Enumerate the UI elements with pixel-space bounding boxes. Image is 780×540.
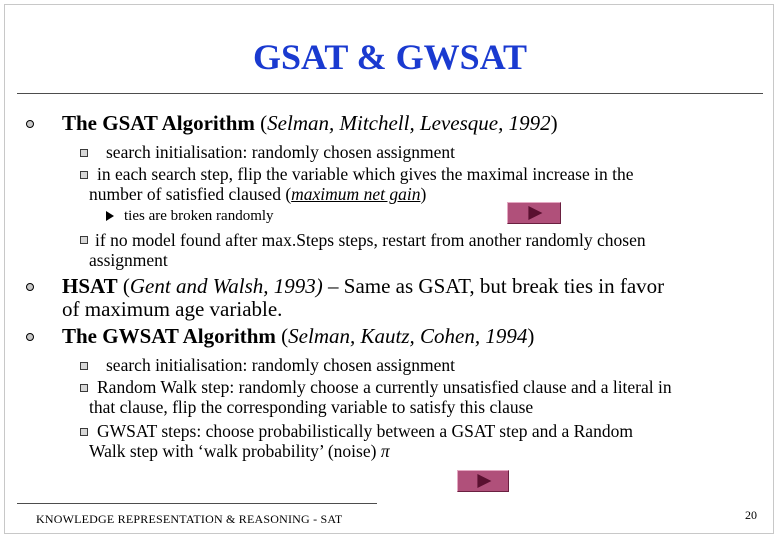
- next-slide-button-1[interactable]: [507, 202, 561, 224]
- hsat-line-2: of maximum age variable.: [62, 297, 283, 321]
- footer-text: KNOWLEDGE REPRESENTATION & REASONING - SAT: [36, 512, 343, 526]
- footer-divider: [17, 503, 377, 504]
- gwsat-item-3-line-1: GWSAT steps: choose probabilistically between a GSAT step and a Random: [97, 421, 633, 441]
- gsat-paren-open: (: [254, 111, 268, 135]
- next-slide-button-2[interactable]: [457, 470, 509, 492]
- gwsat-item-3-line-2: [89, 442, 390, 460]
- gwsat-paren-open: (: [275, 324, 289, 348]
- square-bullet-icon: [80, 149, 88, 157]
- hsat-bold: HSAT: [62, 274, 118, 298]
- gsat-item-2-emphasis: maximum net gain: [291, 184, 421, 204]
- gsat-heading: [62, 112, 558, 134]
- hsat-citation: Gent and Walsh, 1993): [129, 274, 323, 298]
- hsat-line-1: [62, 275, 664, 297]
- gwsat-paren-close: ): [527, 324, 535, 348]
- gwsat-item-1: search initialisation: randomly chosen assignment: [106, 355, 455, 375]
- play-arrow-icon: [528, 206, 542, 220]
- hsat-rest: – Same as GSAT, but break ties in favor: [322, 274, 665, 298]
- arrow-bullet-icon: [106, 211, 114, 221]
- disc-bullet-icon: [26, 283, 34, 291]
- gsat-item-3-line-2: assignment: [89, 250, 168, 270]
- gsat-paren-close: ): [550, 111, 558, 135]
- gsat-item-1: search initialisation: randomly chosen assignment: [106, 142, 455, 162]
- title-divider: [17, 93, 763, 94]
- gwsat-item-2-line-2: that clause, flip the corresponding variable to satisfy this clause: [89, 397, 534, 417]
- gsat-item-2-prefix: number of satisfied claused (: [89, 184, 292, 204]
- square-bullet-icon: [80, 236, 88, 244]
- gsat-item-3-line-1: if no model found after max.Steps steps, restart from another randomly chosen: [95, 230, 646, 250]
- gsat-heading-bold: The GSAT Algorithm: [62, 111, 255, 135]
- disc-bullet-icon: [26, 120, 34, 128]
- slide-title: GSAT & GWSAT: [252, 37, 528, 77]
- gsat-item-2-line-1: in each search step, flip the variable which gives the maximal increase in the: [97, 164, 634, 184]
- gsat-citation: Selman, Mitchell, Levesque, 1992: [267, 111, 551, 135]
- square-bullet-icon: [80, 384, 88, 392]
- gsat-item-2-line-2: [89, 185, 426, 203]
- square-bullet-icon: [80, 428, 88, 436]
- disc-bullet-icon: [26, 333, 34, 341]
- gwsat-item-3-text: Walk step with ‘walk probability’ (noise): [89, 441, 381, 461]
- gwsat-heading: [62, 325, 534, 347]
- gwsat-heading-bold: The GWSAT Algorithm: [62, 324, 276, 348]
- square-bullet-icon: [80, 362, 88, 370]
- gwsat-item-2-line-1: Random Walk step: randomly choose a currently unsatisfied clause and a literal in: [97, 377, 672, 397]
- hsat-paren-open: (: [117, 274, 130, 298]
- gsat-item-2-suffix: ): [420, 184, 427, 204]
- square-bullet-icon: [80, 171, 88, 179]
- gsat-subitem-ties: ties are broken randomly: [124, 208, 274, 224]
- gwsat-citation: Selman, Kautz, Cohen, 1994: [288, 324, 528, 348]
- page-number: 20: [745, 508, 757, 522]
- play-arrow-icon: [477, 474, 491, 488]
- pi-symbol: π: [380, 441, 390, 461]
